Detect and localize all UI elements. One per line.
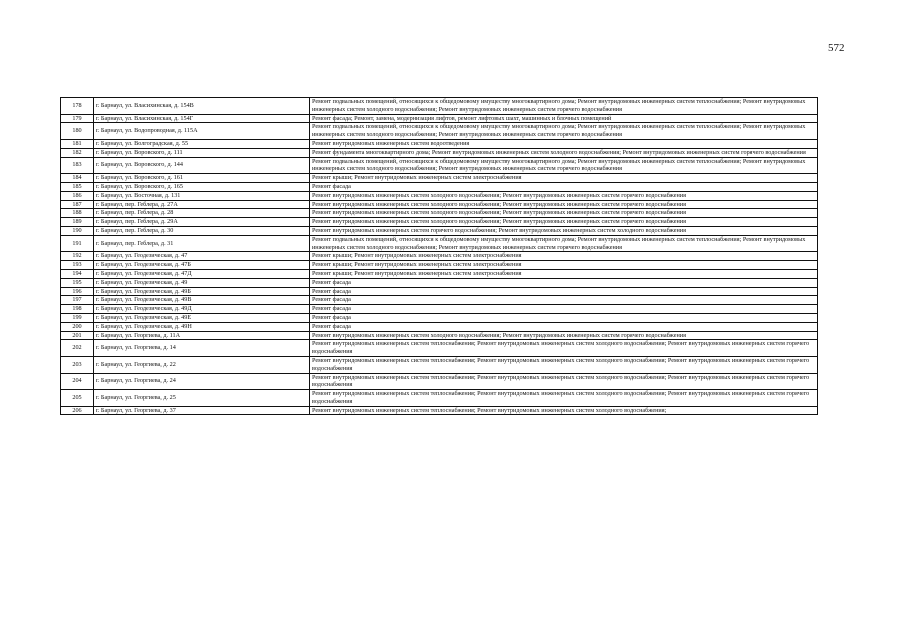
table-row: [61, 182, 818, 191]
row-works: Ремонт внутридомовых инженерных систем холодного водоснабжения; Ремонт внутридомовых инженерных систем горячего водоснабжения: [310, 209, 818, 218]
row-address: г. Барнаул, ул. Геодезическая, д. 49Б: [94, 287, 310, 296]
row-address: г. Барнаул, пер. Геблера, д. 27А: [94, 200, 310, 209]
row-works: Ремонт внутридомовых инженерных систем холодного водоснабжения; Ремонт внутридомовых инженерных систем горячего водоснабжения: [310, 200, 818, 209]
table-row: [61, 322, 818, 331]
row-works: Ремонт фасада; Ремонт, замена, модернизация лифтов, ремонт лифтовых шахт, машинных и блочных помещений: [310, 114, 818, 123]
table-row: [61, 209, 818, 218]
row-works: Ремонт внутридомовых инженерных систем холодного водоснабжения; Ремонт внутридомовых инженерных систем горячего водоснабжения: [310, 191, 818, 200]
row-number: 180: [61, 123, 94, 140]
row-address: г. Барнаул, ул. Водопроводная, д. 115А: [94, 123, 310, 140]
table-row: [61, 406, 818, 415]
row-works: Ремонт фасада: [310, 182, 818, 191]
row-number: 195: [61, 278, 94, 287]
row-works: Ремонт фасада: [310, 313, 818, 322]
row-works: Ремонт фасада: [310, 296, 818, 305]
row-address: г. Барнаул, ул. Геодезическая, д. 47Б: [94, 261, 310, 270]
row-address: г. Барнаул, ул. Георгиева, д. 24: [94, 373, 310, 390]
table-row: [61, 313, 818, 322]
table-row: [61, 123, 818, 140]
table-row: [61, 261, 818, 270]
row-works: Ремонт внутридомовых инженерных систем водоотведения: [310, 139, 818, 148]
row-number: 189: [61, 218, 94, 227]
row-works: Ремонт подвальных помещений, относящихся к общедомовому имуществу многоквартирного дома; Ремонт внутридомовых инженерных систем теплоснабжения; Ремонт внутридомовых инженерных систем холодного водоснабжения; Ремонт внутридомовых инженерных систем горячего водоснабжения: [310, 157, 818, 174]
table-row: [61, 269, 818, 278]
row-works: Ремонт крыши; Ремонт внутридомовых инженерных систем электроснабжения: [310, 174, 818, 183]
table-row: [61, 218, 818, 227]
row-address: г. Барнаул, ул. Георгиева, д. 37: [94, 406, 310, 415]
table-row: [61, 114, 818, 123]
row-works: Ремонт крыши; Ремонт внутридомовых инженерных систем электроснабжения: [310, 261, 818, 270]
row-works: Ремонт внутридомовых инженерных систем теплоснабжения; Ремонт внутридомовых инженерных систем холодного водоснабжения;: [310, 406, 818, 415]
row-works: Ремонт крыши; Ремонт внутридомовых инженерных систем электроснабжения: [310, 252, 818, 261]
row-works: Ремонт подвальных помещений, относящихся к общедомовому имуществу многоквартирного дома; Ремонт внутридомовых инженерных систем теплоснабжения; Ремонт внутридомовых инженерных систем холодного водоснабжения; Ремонт внутридомовых инженерных систем горячего водоснабжения: [310, 98, 818, 115]
row-address: г. Барнаул, ул. Воровского, д. 165: [94, 182, 310, 191]
table-row: [61, 278, 818, 287]
row-address: г. Барнаул, ул. Воровского, д. 144: [94, 157, 310, 174]
table-row: [61, 157, 818, 174]
row-address: г. Барнаул, ул. Воровского, д. 111: [94, 148, 310, 157]
row-address: г. Барнаул, ул. Геодезическая, д. 49Н: [94, 322, 310, 331]
row-address: г. Барнаул, пер. Геблера, д. 31: [94, 235, 310, 252]
row-works: Ремонт подвальных помещений, относящихся к общедомовому имуществу многоквартирного дома; Ремонт внутридомовых инженерных систем теплоснабжения; Ремонт внутридомовых инженерных систем холодного водоснабжения; Ремонт внутридомовых инженерных систем горячего водоснабжения: [310, 235, 818, 252]
table-row: [61, 226, 818, 235]
table-row: [61, 340, 818, 357]
table-row: [61, 390, 818, 407]
row-number: 205: [61, 390, 94, 407]
page-number: 572: [828, 42, 845, 54]
row-number: 201: [61, 331, 94, 340]
row-address: г. Барнаул, ул. Власихинская, д. 154В: [94, 98, 310, 115]
row-number: 200: [61, 322, 94, 331]
row-address: г. Барнаул, пер. Геблера, д. 28: [94, 209, 310, 218]
table-row: [61, 235, 818, 252]
row-number: 185: [61, 182, 94, 191]
row-number: 190: [61, 226, 94, 235]
row-works: Ремонт внутридомовых инженерных систем теплоснабжения; Ремонт внутридомовых инженерных систем холодного водоснабжения; Ремонт внутридомовых инженерных систем горячего водоснабжения: [310, 390, 818, 407]
row-works: Ремонт внутридомовых инженерных систем теплоснабжения; Ремонт внутридомовых инженерных систем холодного водоснабжения; Ремонт внутридомовых инженерных систем горячего водоснабжения: [310, 373, 818, 390]
row-works: Ремонт внутридомовых инженерных систем холодного водоснабжения; Ремонт внутридомовых инженерных систем горячего водоснабжения: [310, 218, 818, 227]
row-works: Ремонт внутридомовых инженерных систем холодного водоснабжения; Ремонт внутридомовых инженерных систем горячего водоснабжения: [310, 331, 818, 340]
row-number: 204: [61, 373, 94, 390]
row-address: г. Барнаул, ул. Геодезическая, д. 47Д: [94, 269, 310, 278]
row-number: 187: [61, 200, 94, 209]
table-row: [61, 98, 818, 115]
row-address: г. Барнаул, ул. Восточная, д. 131: [94, 191, 310, 200]
row-number: 179: [61, 114, 94, 123]
row-address: г. Барнаул, пер. Геблера, д. 30: [94, 226, 310, 235]
row-number: 188: [61, 209, 94, 218]
row-address: г. Барнаул, ул. Георгиева, д. 14: [94, 340, 310, 357]
table-body: [61, 98, 818, 415]
row-number: 192: [61, 252, 94, 261]
row-works: Ремонт внутридомовых инженерных систем теплоснабжения; Ремонт внутридомовых инженерных систем холодного водоснабжения; Ремонт внутридомовых инженерных систем горячего водоснабжения: [310, 340, 818, 357]
row-address: г. Барнаул, ул. Георгиева, д. 11А: [94, 331, 310, 340]
row-works: Ремонт фасада: [310, 305, 818, 314]
row-address: г. Барнаул, ул. Геодезическая, д. 49: [94, 278, 310, 287]
table-row: [61, 305, 818, 314]
row-number: 183: [61, 157, 94, 174]
row-address: г. Барнаул, ул. Георгиева, д. 22: [94, 356, 310, 373]
row-number: 182: [61, 148, 94, 157]
table-row: [61, 287, 818, 296]
row-number: 198: [61, 305, 94, 314]
row-number: 203: [61, 356, 94, 373]
row-works: Ремонт внутридомовых инженерных систем горячего водоснабжения; Ремонт внутридомовых инженерных систем холодного водоснабжения: [310, 226, 818, 235]
row-address: г. Барнаул, ул. Власихинская, д. 154Г: [94, 114, 310, 123]
row-number: 206: [61, 406, 94, 415]
table-row: [61, 373, 818, 390]
table-row: [61, 331, 818, 340]
table-row: [61, 191, 818, 200]
row-address: г. Барнаул, ул. Воровского, д. 161: [94, 174, 310, 183]
row-number: 202: [61, 340, 94, 357]
row-works: Ремонт подвальных помещений, относящихся к общедомовому имуществу многоквартирного дома; Ремонт внутридомовых инженерных систем теплоснабжения; Ремонт внутридомовых инженерных систем холодного водоснабжения; Ремонт внутридомовых инженерных систем горячего водоснабжения: [310, 123, 818, 140]
row-number: 181: [61, 139, 94, 148]
row-number: 178: [61, 98, 94, 115]
row-address: г. Барнаул, ул. Геодезическая, д. 49Д: [94, 305, 310, 314]
table-row: [61, 139, 818, 148]
row-address: г. Барнаул, ул. Геодезическая, д. 49Е: [94, 313, 310, 322]
row-number: 196: [61, 287, 94, 296]
row-number: 184: [61, 174, 94, 183]
row-address: г. Барнаул, ул. Георгиева, д. 25: [94, 390, 310, 407]
row-number: 194: [61, 269, 94, 278]
row-works: Ремонт фасада: [310, 287, 818, 296]
row-works: Ремонт фасада: [310, 322, 818, 331]
row-number: 186: [61, 191, 94, 200]
repair-registry-table: [60, 97, 818, 415]
row-works: Ремонт внутридомовых инженерных систем теплоснабжения; Ремонт внутридомовых инженерных систем холодного водоснабжения; Ремонт внутридомовых инженерных систем горячего водоснабжения: [310, 356, 818, 373]
row-number: 199: [61, 313, 94, 322]
row-number: 193: [61, 261, 94, 270]
table-row: [61, 252, 818, 261]
row-works: Ремонт фундамента многоквартирного дома; Ремонт внутридомовых инженерных систем холодного водоснабжения; Ремонт внутридомовых инженерных систем горячего водоснабжения: [310, 148, 818, 157]
row-works: Ремонт фасада: [310, 278, 818, 287]
row-works: Ремонт крыши; Ремонт внутридомовых инженерных систем электроснабжения: [310, 269, 818, 278]
table-row: [61, 356, 818, 373]
row-address: г. Барнаул, ул. Геодезическая, д. 49В: [94, 296, 310, 305]
table-row: [61, 174, 818, 183]
row-number: 191: [61, 235, 94, 252]
table-row: [61, 148, 818, 157]
row-address: г. Барнаул, ул. Волгоградская, д. 55: [94, 139, 310, 148]
row-number: 197: [61, 296, 94, 305]
row-address: г. Барнаул, пер. Геблера, д. 29А: [94, 218, 310, 227]
row-address: г. Барнаул, ул. Геодезическая, д. 47: [94, 252, 310, 261]
table-row: [61, 296, 818, 305]
table-row: [61, 200, 818, 209]
